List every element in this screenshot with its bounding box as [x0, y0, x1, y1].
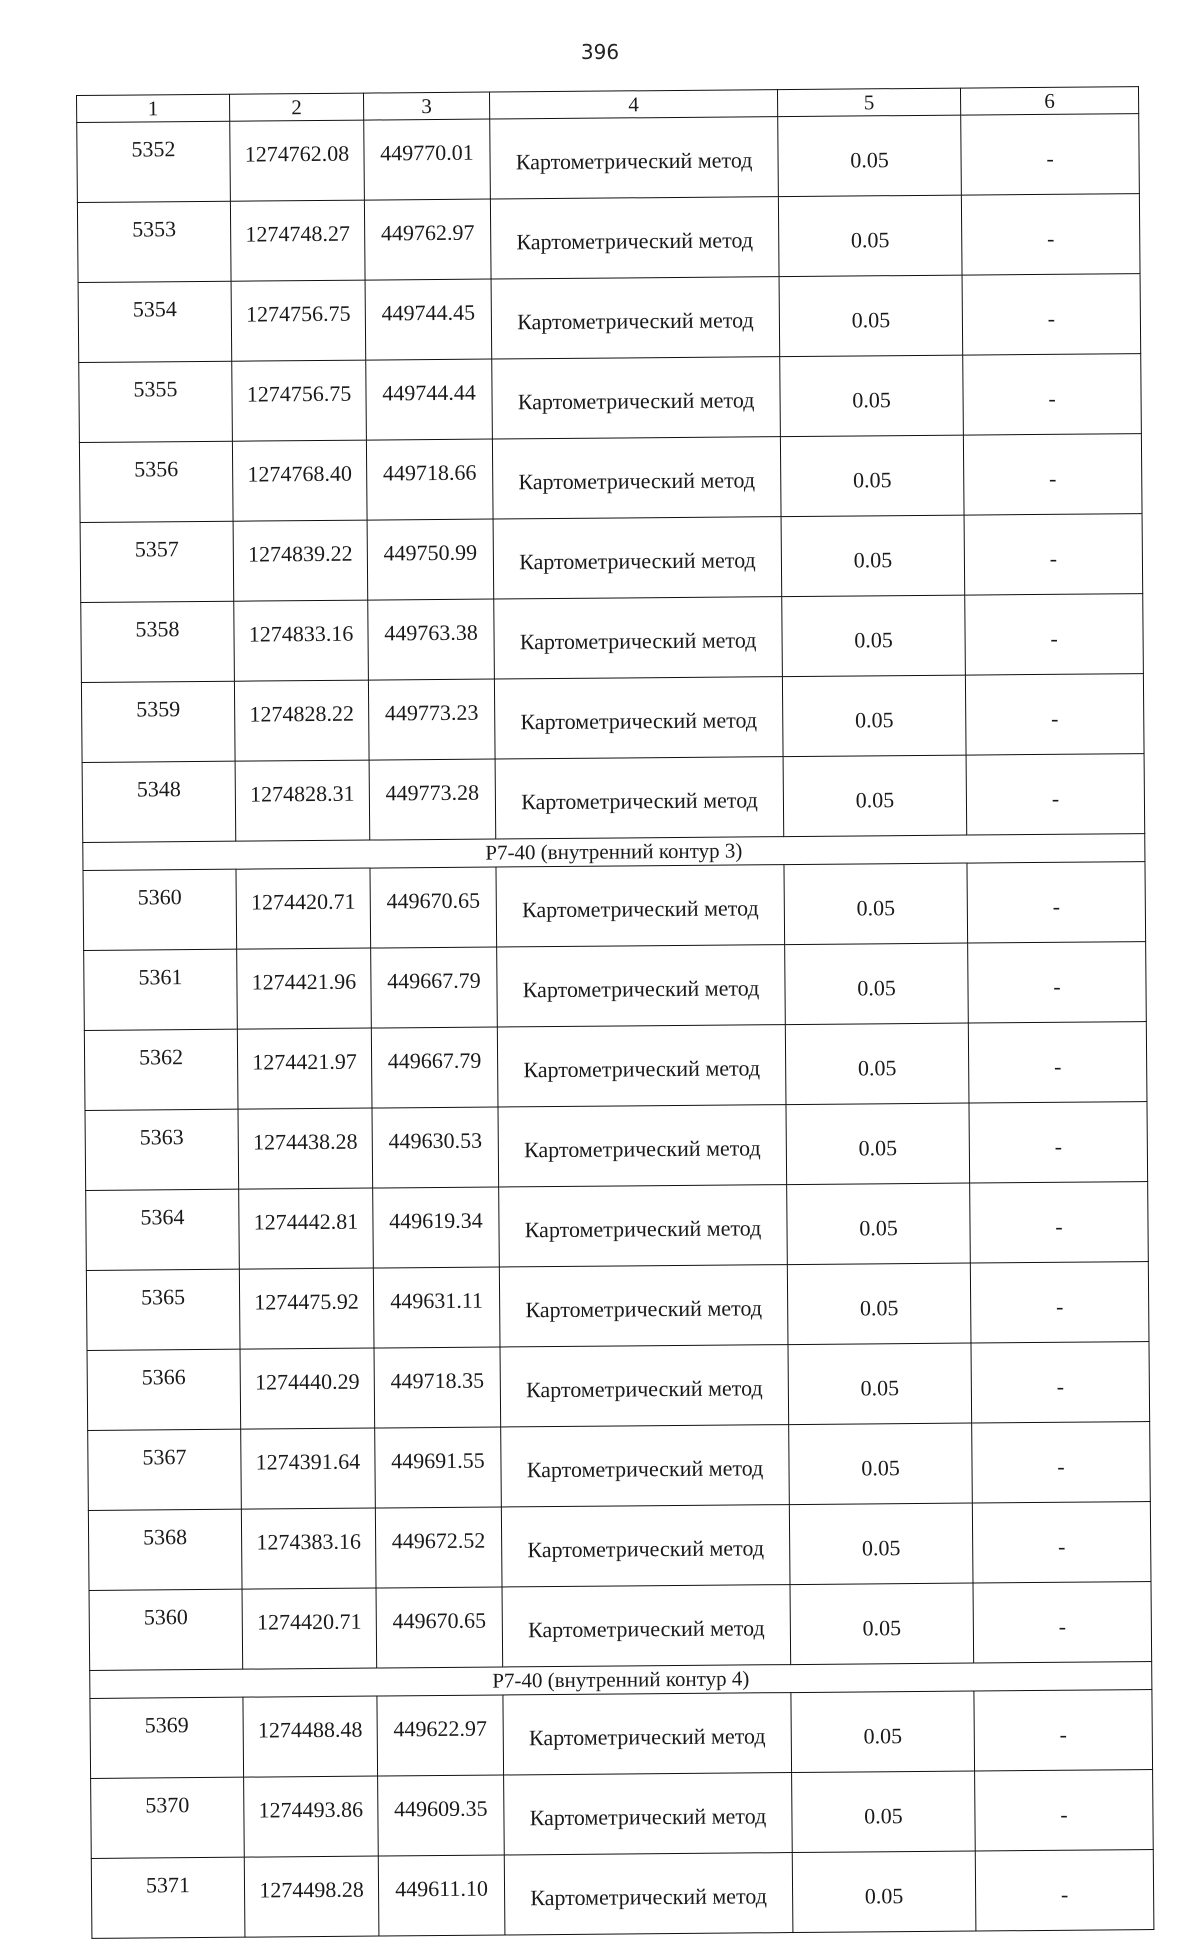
point-number-cell: 5359 [81, 681, 235, 762]
accuracy-cell: 0.05 [789, 1503, 973, 1585]
note-cell: - [967, 862, 1146, 943]
y-coordinate-cell: 449770.01 [364, 119, 491, 200]
method-cell: Картометрический метод [490, 117, 779, 199]
note-cell: - [964, 514, 1143, 595]
x-coordinate-cell: 1274828.31 [235, 760, 370, 841]
note-cell: - [975, 1850, 1154, 1931]
accuracy-cell: 0.05 [779, 275, 963, 357]
y-coordinate-cell: 449622.97 [377, 1695, 504, 1776]
accuracy-cell: 0.05 [782, 595, 966, 677]
point-number-cell: 5363 [85, 1109, 239, 1190]
method-cell: Картометрический метод [502, 1585, 791, 1667]
coordinates-table [76, 86, 1154, 1939]
x-coordinate-cell: 1274828.22 [234, 680, 369, 761]
accuracy-cell: 0.05 [787, 1263, 971, 1345]
note-cell: - [972, 1422, 1151, 1503]
x-coordinate-cell: 1274475.92 [239, 1268, 374, 1349]
column-header: 2 [229, 93, 363, 121]
point-number-cell: 5370 [91, 1777, 245, 1858]
table-row [90, 1690, 1153, 1779]
table-row [79, 354, 1142, 443]
y-coordinate-cell: 449672.52 [375, 1507, 502, 1588]
x-coordinate-cell: 1274756.75 [231, 280, 366, 361]
accuracy-cell: 0.05 [785, 1023, 969, 1105]
method-cell: Картометрический метод [498, 1105, 787, 1187]
y-coordinate-cell: 449750.99 [367, 519, 494, 600]
table-row [79, 434, 1142, 523]
x-coordinate-cell: 1274383.16 [241, 1508, 376, 1589]
y-coordinate-cell: 449691.55 [375, 1427, 502, 1508]
y-coordinate-cell: 449630.53 [372, 1107, 499, 1188]
note-cell: - [966, 754, 1145, 835]
table-body [77, 114, 1154, 1939]
accuracy-cell: 0.05 [792, 1851, 976, 1933]
note-cell: - [962, 274, 1141, 355]
y-coordinate-cell: 449744.45 [365, 279, 492, 360]
accuracy-cell: 0.05 [788, 1343, 972, 1425]
y-coordinate-cell: 449611.10 [378, 1855, 505, 1936]
accuracy-cell: 0.05 [781, 515, 965, 597]
accuracy-cell: 0.05 [782, 675, 966, 757]
accuracy-cell: 0.05 [790, 1583, 974, 1665]
method-cell: Картометрический метод [495, 757, 784, 839]
accuracy-cell: 0.05 [787, 1183, 971, 1265]
table-row [85, 1102, 1148, 1191]
column-header: 3 [363, 92, 489, 120]
accuracy-cell: 0.05 [780, 435, 964, 517]
table-row [78, 274, 1141, 363]
point-number-cell: 5367 [88, 1429, 242, 1510]
accuracy-cell: 0.05 [778, 115, 962, 197]
point-number-cell: 5360 [83, 869, 237, 950]
x-coordinate-cell: 1274839.22 [233, 520, 368, 601]
y-coordinate-cell: 449762.97 [364, 199, 491, 280]
table-row [91, 1770, 1154, 1859]
x-coordinate-cell: 1274440.29 [240, 1348, 375, 1429]
x-coordinate-cell: 1274768.40 [232, 440, 367, 521]
x-coordinate-cell: 1274762.08 [230, 120, 365, 201]
note-cell: - [968, 942, 1147, 1023]
table-row [88, 1502, 1151, 1591]
method-cell: Картометрический метод [501, 1425, 790, 1507]
accuracy-cell: 0.05 [791, 1691, 975, 1773]
method-cell: Картометрический метод [494, 597, 783, 679]
point-number-cell: 5357 [80, 521, 234, 602]
method-cell: Картометрический метод [499, 1185, 788, 1267]
method-cell: Картометрический метод [491, 277, 780, 359]
method-cell: Картометрический метод [504, 1853, 793, 1935]
accuracy-cell: 0.05 [784, 863, 968, 945]
method-cell: Картометрический метод [492, 357, 781, 439]
point-number-cell: 5353 [77, 201, 231, 282]
point-number-cell: 5348 [82, 761, 236, 842]
point-number-cell: 5352 [77, 121, 231, 202]
note-cell: - [970, 1262, 1149, 1343]
point-number-cell: 5365 [86, 1269, 240, 1350]
note-cell: - [965, 674, 1144, 755]
point-number-cell: 5354 [78, 281, 232, 362]
x-coordinate-cell: 1274421.96 [237, 948, 372, 1029]
accuracy-cell: 0.05 [789, 1423, 973, 1505]
point-number-cell: 5355 [79, 361, 233, 442]
table-row [77, 194, 1140, 283]
y-coordinate-cell: 449619.34 [373, 1187, 500, 1268]
table-row [89, 1582, 1152, 1671]
x-coordinate-cell: 1274488.48 [243, 1696, 378, 1777]
x-coordinate-cell: 1274833.16 [234, 600, 369, 681]
x-coordinate-cell: 1274391.64 [241, 1428, 376, 1509]
point-number-cell: 5361 [84, 949, 238, 1030]
table-row [84, 942, 1147, 1031]
point-number-cell: 5366 [87, 1349, 241, 1430]
note-cell: - [973, 1582, 1152, 1663]
table-row [82, 754, 1145, 843]
column-header: 5 [777, 88, 960, 117]
table-row [77, 114, 1140, 203]
note-cell: - [972, 1502, 1151, 1583]
y-coordinate-cell: 449667.79 [371, 1027, 498, 1108]
y-coordinate-cell: 449744.44 [366, 359, 493, 440]
table-row [81, 594, 1144, 683]
y-coordinate-cell: 449773.28 [369, 759, 496, 840]
y-coordinate-cell: 449670.65 [370, 867, 497, 948]
method-cell: Картометрический метод [497, 945, 786, 1027]
point-number-cell: 5371 [91, 1857, 245, 1938]
x-coordinate-cell: 1274756.75 [232, 360, 367, 441]
point-number-cell: 5356 [79, 441, 233, 522]
y-coordinate-cell: 449718.35 [374, 1347, 501, 1428]
point-number-cell: 5358 [81, 601, 235, 682]
table-row [86, 1262, 1149, 1351]
column-header: 6 [960, 87, 1138, 115]
note-cell: - [963, 354, 1142, 435]
point-number-cell: 5368 [88, 1509, 242, 1590]
note-cell: - [969, 1102, 1148, 1183]
note-cell: - [961, 194, 1140, 275]
x-coordinate-cell: 1274421.97 [237, 1028, 372, 1109]
note-cell: - [974, 1690, 1153, 1771]
note-cell: - [961, 114, 1140, 195]
method-cell: Картометрический метод [490, 197, 779, 279]
method-cell: Картометрический метод [496, 865, 785, 947]
note-cell: - [968, 1022, 1147, 1103]
method-cell: Картометрический метод [503, 1693, 792, 1775]
point-number-cell: 5364 [86, 1189, 240, 1270]
y-coordinate-cell: 449670.65 [376, 1587, 503, 1668]
method-cell: Картометрический метод [493, 517, 782, 599]
x-coordinate-cell: 1274748.27 [230, 200, 365, 281]
table-row [91, 1850, 1154, 1939]
y-coordinate-cell: 449609.35 [378, 1775, 505, 1856]
accuracy-cell: 0.05 [778, 195, 962, 277]
point-number-cell: 5369 [90, 1697, 244, 1778]
table-row [87, 1342, 1150, 1431]
point-number-cell: 5362 [84, 1029, 238, 1110]
method-cell: Картометрический метод [500, 1345, 789, 1427]
x-coordinate-cell: 1274438.28 [238, 1108, 373, 1189]
accuracy-cell: 0.05 [786, 1103, 970, 1185]
section-title: Р7-40 (внутренний контур 3) [83, 834, 1145, 871]
table-row [88, 1422, 1151, 1511]
accuracy-cell: 0.05 [792, 1771, 976, 1853]
note-cell: - [970, 1182, 1149, 1263]
table-row [80, 514, 1143, 603]
method-cell: Картометрический метод [497, 1025, 786, 1107]
x-coordinate-cell: 1274493.86 [244, 1776, 379, 1857]
x-coordinate-cell: 1274442.81 [239, 1188, 374, 1269]
table-row [81, 674, 1144, 763]
x-coordinate-cell: 1274420.71 [242, 1588, 377, 1669]
x-coordinate-cell: 1274420.71 [236, 868, 371, 949]
x-coordinate-cell: 1274498.28 [244, 1856, 379, 1937]
note-cell: - [975, 1770, 1154, 1851]
section-title: Р7-40 (внутренний контур 4) [90, 1662, 1152, 1699]
note-cell: - [965, 594, 1144, 675]
y-coordinate-cell: 449631.11 [373, 1267, 500, 1348]
y-coordinate-cell: 449667.79 [371, 947, 498, 1028]
method-cell: Картометрический метод [499, 1265, 788, 1347]
column-header: 4 [489, 90, 777, 119]
table-row [84, 1022, 1147, 1111]
method-cell: Картометрический метод [492, 437, 781, 519]
note-cell: - [963, 434, 1142, 515]
page-number: 396 [580, 40, 620, 64]
method-cell: Картометрический метод [501, 1505, 790, 1587]
point-number-cell: 5360 [89, 1589, 243, 1670]
y-coordinate-cell: 449773.23 [368, 679, 495, 760]
column-header: 1 [77, 94, 230, 122]
table-row [86, 1182, 1149, 1271]
y-coordinate-cell: 449763.38 [368, 599, 495, 680]
y-coordinate-cell: 449718.66 [366, 439, 493, 520]
table-row [83, 862, 1146, 951]
accuracy-cell: 0.05 [780, 355, 964, 437]
method-cell: Картометрический метод [494, 677, 783, 759]
method-cell: Картометрический метод [504, 1773, 793, 1855]
note-cell: - [971, 1342, 1150, 1423]
accuracy-cell: 0.05 [785, 943, 969, 1025]
accuracy-cell: 0.05 [783, 755, 967, 837]
